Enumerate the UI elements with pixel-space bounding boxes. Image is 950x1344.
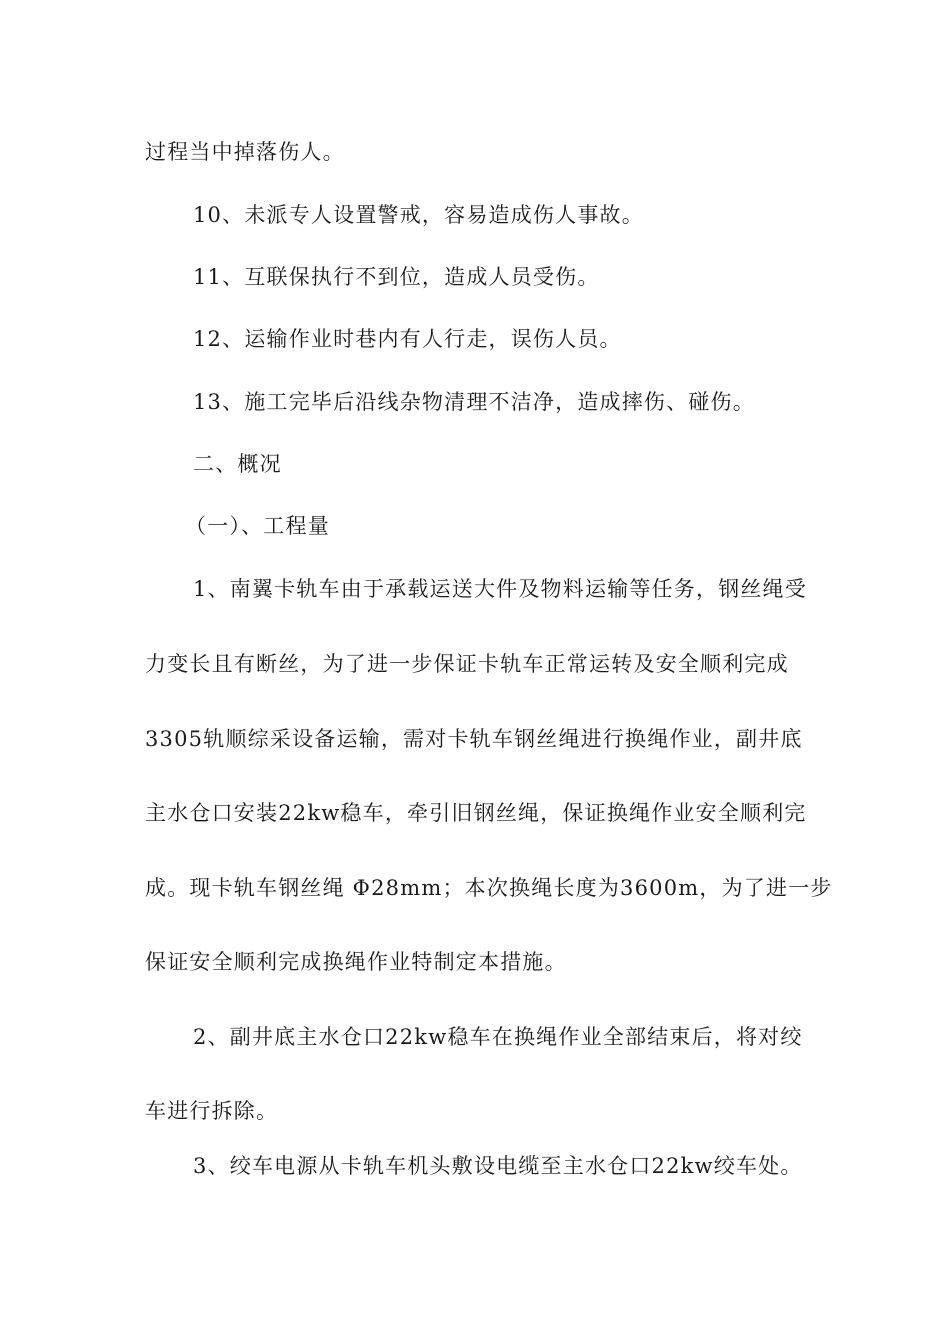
paragraph-1-line-6: 保证安全顺利完成换绳作业特制定本措施。 (145, 950, 567, 974)
list-item-11: 11、互联保执行不到位，造成人员受伤。 (193, 265, 600, 289)
list-item-12: 12、运输作业时巷内有人行走，误伤人员。 (193, 327, 622, 351)
section-heading: 二、概况 (193, 452, 282, 476)
paragraph-2-line-1: 2、副井底主水仓口22kw稳车在换绳作业全部结束后，将对绞 (193, 1025, 803, 1049)
list-item-10: 10、未派专人设置警戒，容易造成伤人事故。 (193, 203, 644, 227)
paragraph-1-line-3: 3305轨顺综采设备运输，需对卡轨车钢丝绳进行换绳作业，副井底 (145, 727, 803, 751)
text-line: 过程当中掉落伤人。 (145, 140, 345, 164)
paragraph-1-line-5: 成。现卡轨车钢丝绳 Φ28mm；本次换绳长度为3600m，为了进一步 (145, 876, 833, 900)
paragraph-3-line-1: 3、绞车电源从卡轨车机头敷设电缆至主水仓口22kw绞车处。 (193, 1154, 803, 1178)
paragraph-1-line-2: 力变长且有断丝，为了进一步保证卡轨车正常运转及安全顺利完成 (145, 652, 789, 676)
paragraph-1-line-1: 1、南翼卡轨车由于承载运送大件及物料运输等任务，钢丝绳受 (193, 577, 807, 601)
paragraph-2-line-2: 车进行拆除。 (145, 1099, 279, 1123)
list-item-13: 13、施工完毕后沿线杂物清理不洁净，造成摔伤、碰伤。 (193, 390, 755, 414)
paragraph-1-line-4: 主水仓口安装22kw稳车，牵引旧钢丝绳，保证换绳作业安全顺利完 (145, 801, 807, 825)
subsection-heading: （一）、工程量 (185, 514, 330, 538)
